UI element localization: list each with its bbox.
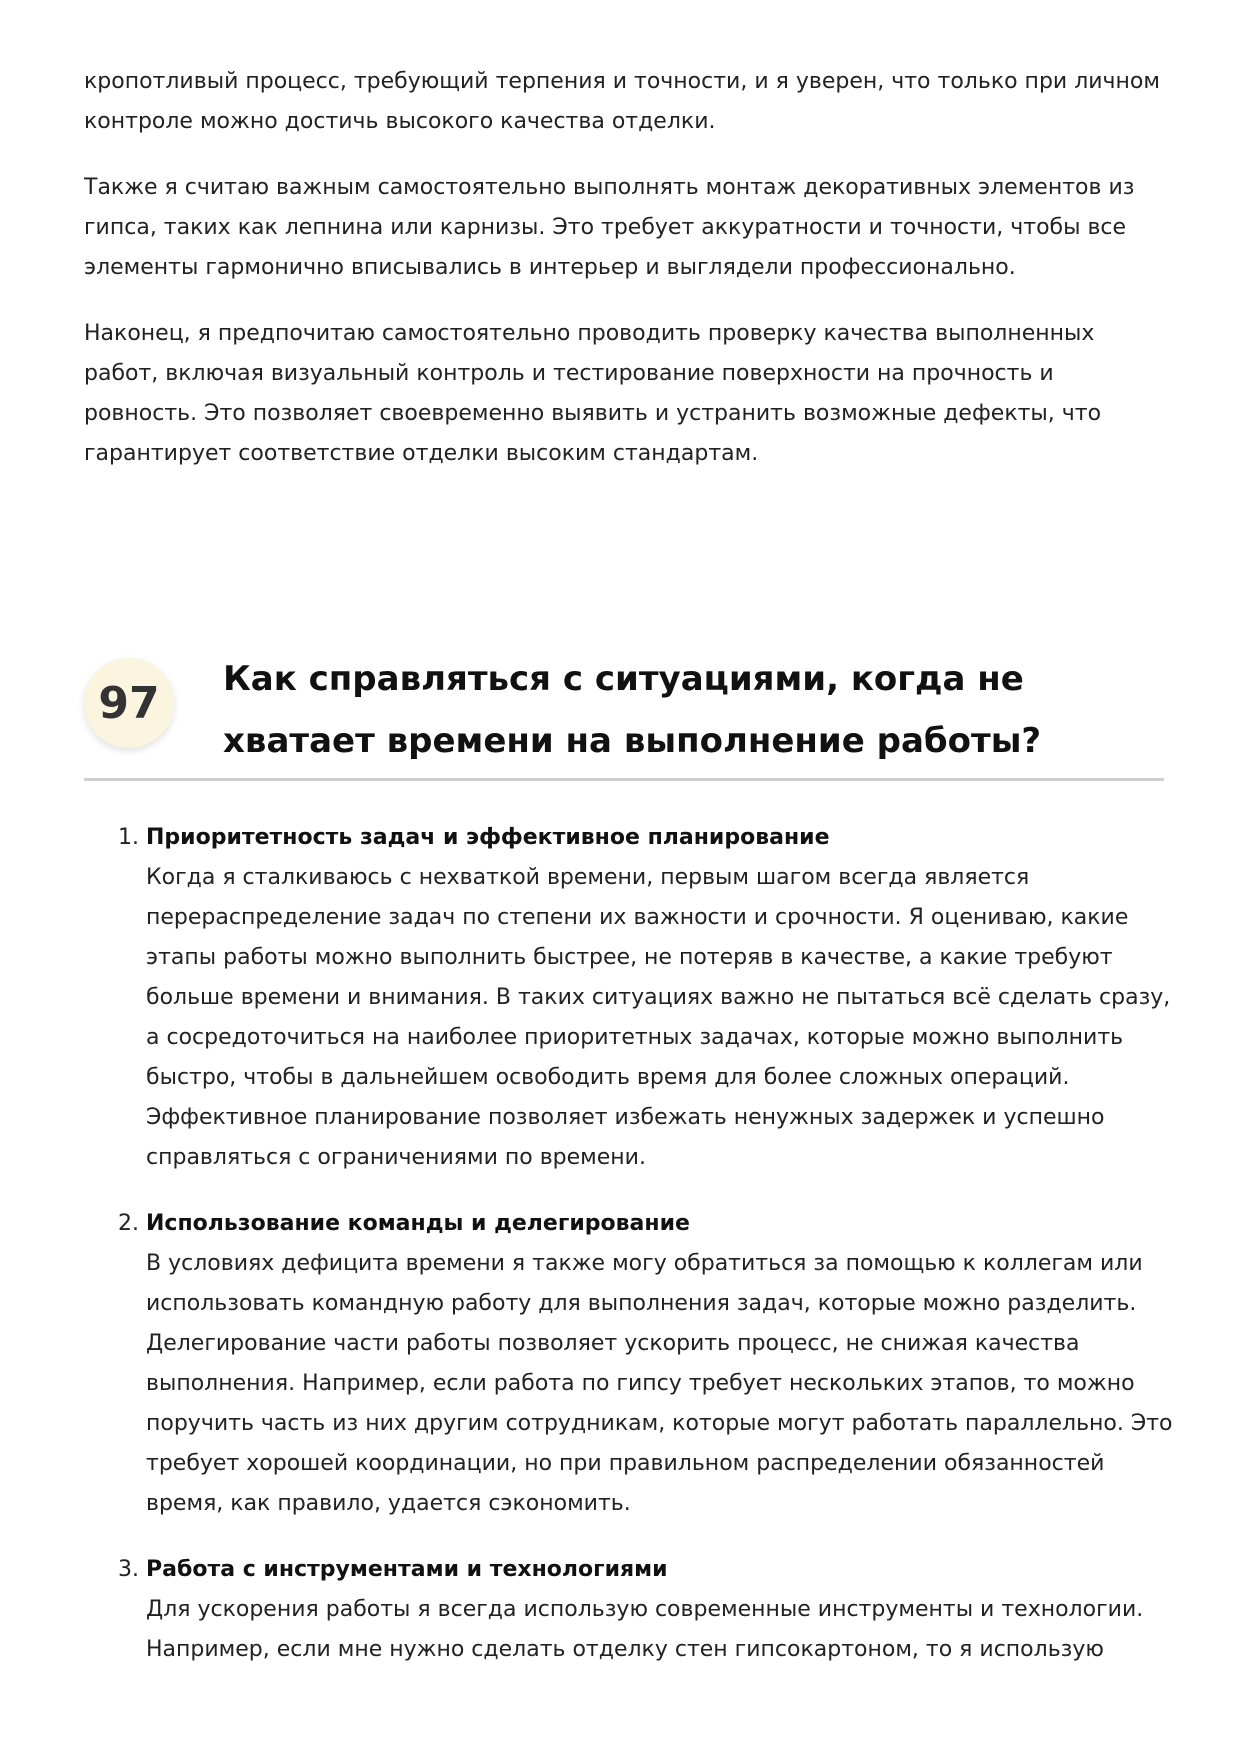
intro-paragraph-1: кропотливый процесс, требующий терпения и точности, и я уверен, что только при личном контроле можно достичь высокого качества отделки. <box>84 69 1160 134</box>
answer-body: Для ускорения работы я всегда использую современные инструменты и технологии. Например, если мне нужно сделать отделку стен гипсокартоном, то я использую <box>146 1597 1144 1662</box>
answer-list <box>84 818 1174 1696</box>
answer-body: В условиях дефицита времени я также могу обратиться за помощью к коллегам или использовать командную работу для выполнения задач, которые можно разделить. Делегирование части работы позволяет ускорить процесс, не снижая качества выполнения. Например, если работа по гипсу требует нескольких этапов, то можно поручить часть из них другим сотрудникам, которые могут работать параллельно. Это требует хорошей координации, но при правильном распределении обязанностей время, как правило, удается сэкономить. <box>146 1251 1173 1516</box>
answer-item-3 <box>84 1550 1174 1670</box>
answer-heading: Приоритетность задач и эффективное планирование <box>146 825 830 850</box>
answer-number: 3. <box>118 1557 139 1582</box>
answer-number: 1. <box>118 825 139 850</box>
question-number-badge: 97 <box>84 658 174 748</box>
answer-item-2 <box>84 1204 1174 1524</box>
answer-heading: Работа с инструментами и технологиями <box>146 1557 668 1582</box>
intro-section <box>84 62 1164 500</box>
question-title: Как справляться с ситуациями, когда не хватает времени на выполнение работы? <box>223 659 1042 761</box>
intro-paragraph-2: Также я считаю важным самостоятельно выполнять монтаж декоративных элементов из гипса, таких как лепнина или карнизы. Это требует аккуратности и точности, чтобы все элементы гармонично вписывались в интерьер и выглядели профессионально. <box>84 175 1135 280</box>
answer-heading: Использование команды и делегирование <box>146 1211 690 1236</box>
question-header <box>84 648 1164 781</box>
intro-paragraph-3: Наконец, я предпочитаю самостоятельно проводить проверку качества выполненных работ, включая визуальный контроль и тестирование поверхности на прочность и ровность. Это позволяет своевременно выявить и устранить возможные дефекты, что гарантирует соответствие отделки высоким стандартам. <box>84 321 1102 466</box>
answer-item-1 <box>84 818 1174 1178</box>
answer-body: Когда я сталкиваюсь с нехваткой времени, первым шагом всегда является перераспределение задач по степени их важности и срочности. Я оцениваю, какие этапы работы можно выполнить быстрее, не потеряв в качестве, а какие требуют больше времени и внимания. В таких ситуациях важно не пытаться всё сделать сразу, а сосредоточиться на наиболее приоритетных задачах, которые можно выполнить быстро, чтобы в дальнейшем освободить время для более сложных операций. Эффективное планирование позволяет избежать ненужных задержек и успешно справляться с ограничениями по времени. <box>146 865 1171 1170</box>
answer-number: 2. <box>118 1211 139 1236</box>
